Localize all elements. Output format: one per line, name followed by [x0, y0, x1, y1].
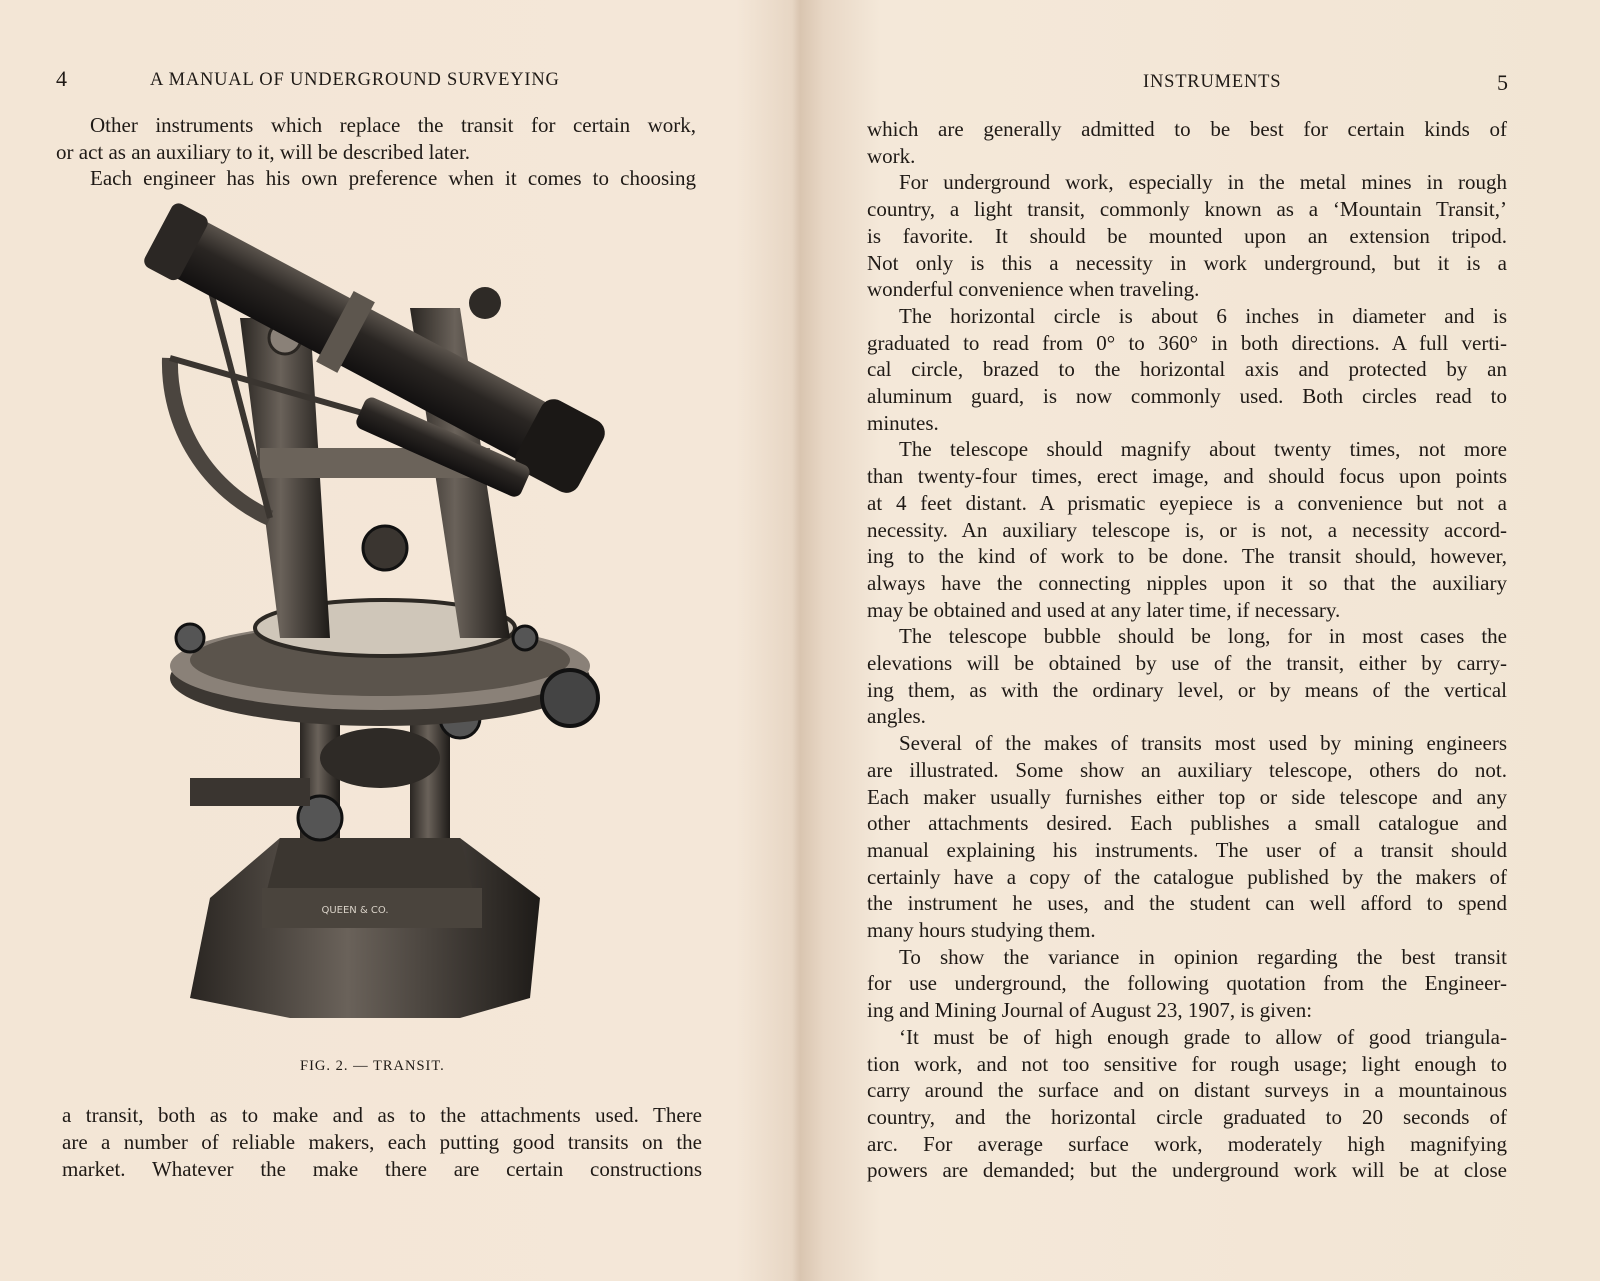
text-line: tion work, and not too sensitive for rough usage; light enough to — [867, 1052, 1507, 1076]
text-line: ing to the kind of work to be done. The transit should, however, — [867, 544, 1507, 568]
text-line: Not only is this a necessity in work underground, but it is a — [867, 251, 1507, 275]
text-line: which are generally admitted to be best for certain kinds of — [867, 117, 1507, 141]
text-line: elevations will be obtained by use of the transit, either by carry- — [867, 651, 1507, 675]
text-line: minutes. — [867, 411, 939, 435]
text-line: Several of the makes of transits most used by mining engineers — [899, 731, 1507, 755]
text-line: is favorite. It should be mounted upon an extension tripod. — [867, 224, 1507, 248]
text-line: ing and Mining Journal of August 23, 1907, is given: — [867, 998, 1313, 1022]
text-line: ing them, as with the ordinary level, or by means of the vertical — [867, 678, 1507, 702]
text-line: are a number of reliable makers, each putting good transits on the — [62, 1130, 702, 1154]
text-line: To show the variance in opinion regarding the best transit — [899, 945, 1507, 969]
text-line: many hours studying them. — [867, 918, 1096, 942]
text-line: at 4 feet distant. A prismatic eyepiece is a convenience but not a — [867, 491, 1507, 515]
text-line: may be obtained and used at any later time, if necessary. — [867, 598, 1341, 622]
left-page — [0, 0, 795, 1281]
text-line: work. — [867, 144, 916, 168]
text-line: wonderful convenience when traveling. — [867, 277, 1200, 301]
transit-drawing — [130, 198, 620, 1038]
text-line: powers are demanded; but the underground work will be at close — [867, 1158, 1507, 1182]
running-head: INSTRUMENTS — [1143, 72, 1282, 92]
text-line: For underground work, especially in the metal mines in rough — [899, 170, 1507, 194]
text-line: Each maker usually furnishes either top or side telescope and any — [867, 785, 1507, 809]
text-line: or act as an auxiliary to it, will be described later. — [56, 140, 471, 164]
text-line: Other instruments which replace the transit for certain work, — [90, 113, 696, 137]
text-line: market. Whatever the make there are certain constructions — [62, 1157, 702, 1181]
page-number: 4 — [56, 66, 67, 91]
text-line: aluminum guard, is now commonly used. Both circles read to — [867, 384, 1507, 408]
text-line: manual explaining his instruments. The user of a transit should — [867, 838, 1507, 862]
text-line: Each engineer has his own preference when it comes to choosing — [90, 166, 696, 190]
text-line: country, and the horizontal circle graduated to 20 seconds of — [867, 1105, 1507, 1129]
text-line: are illustrated. Some show an auxiliary telescope, others do not. — [867, 758, 1507, 782]
text-line: cal circle, brazed to the horizontal axis and protected by an — [867, 357, 1507, 381]
text-line: country, a light transit, commonly known as a ‘Mountain Transit,’ — [867, 197, 1507, 221]
text-line: than twenty-four times, erect image, and should focus upon points — [867, 464, 1507, 488]
text-line: for use underground, the following quotation from the Engineer- — [867, 971, 1507, 995]
text-line: The telescope bubble should be long, for in most cases the — [899, 624, 1507, 648]
text-line: The horizontal circle is about 6 inches in diameter and is — [899, 304, 1507, 328]
text-line: graduated to read from 0° to 360° in both directions. A full verti- — [867, 331, 1507, 355]
text-line: arc. For average surface work, moderately high magnifying — [867, 1132, 1507, 1156]
transit-illustration — [130, 198, 620, 1038]
text-line: other attachments desired. Each publishes a small catalogue and — [867, 811, 1507, 835]
text-line: angles. — [867, 704, 926, 728]
text-line: ‘It must be of high enough grade to allow of good triangula- — [899, 1025, 1507, 1049]
figure-caption: FIG. 2. — TRANSIT. — [300, 1058, 445, 1074]
text-line: the instrument he uses, and the student can well afford to spend — [867, 891, 1507, 915]
text-line: The telescope should magnify about twenty times, not more — [899, 437, 1507, 461]
text-line: always have the connecting nipples upon it so that the auxiliary — [867, 571, 1507, 595]
right-page — [805, 0, 1600, 1281]
text-line: certainly have a copy of the catalogue published by the makers of — [867, 865, 1507, 889]
text-line: necessity. An auxiliary telescope is, or is not, a necessity accord- — [867, 518, 1507, 542]
text-line: a transit, both as to make and as to the attachments used. There — [62, 1103, 702, 1127]
page-number: 5 — [1497, 70, 1508, 95]
text-line: carry around the surface and on distant surveys in a mountainous — [867, 1078, 1507, 1102]
running-head: A MANUAL OF UNDERGROUND SURVEYING — [150, 70, 560, 90]
maker-mark: QUEEN & CO. — [321, 905, 389, 916]
